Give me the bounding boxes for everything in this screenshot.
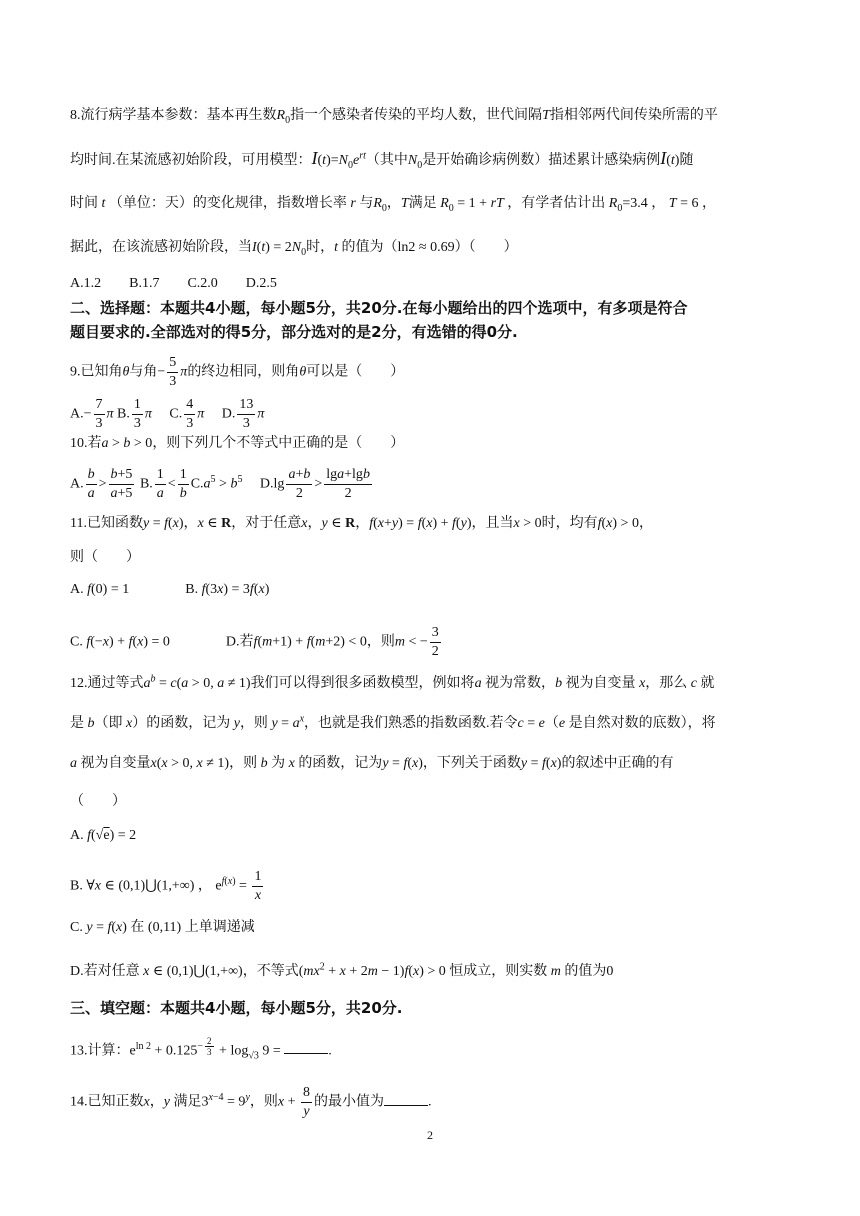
text: 视为自变量 [565, 676, 636, 691]
text: 随 [679, 153, 694, 168]
text: 的最小值为 [314, 1094, 385, 1110]
q11-options-ab: A. f(0) = 1 B. f(3x) = 3f(x) [70, 582, 270, 597]
text: D.若 [225, 634, 254, 650]
text: （即 [94, 716, 123, 731]
text: D.若对任意 [70, 964, 140, 979]
text: 的值为（ [341, 240, 398, 255]
text: 的函数，记为 [298, 756, 383, 771]
q9-stem: 9.已知角θ与角− $\frac{5}{3}$ π的终边相同，则角θ可以是（ ） [70, 355, 405, 389]
section-3-heading: 三、填空题：本题共4小题，每小题5分，共20分. [70, 999, 403, 1017]
text: 是开始确诊病例数）描述累计感染病例 [422, 153, 661, 168]
text: 视为自变量 [80, 756, 151, 771]
text: 10.若 [70, 436, 102, 451]
q8-line-4: 据此，在该流感初始阶段，当$I(t) = 2N_0$时，t 的值为（ln2 ≈ 0.69）（ ） [70, 240, 518, 258]
text: 的终边相同，则角 [187, 364, 300, 380]
q12-line-1: 12.通过等式$a^b = c(a > 0$, a ≠ 1)我们可以得到很多函数模型，例如将a 视为常数，b 视为自变量 x，那么 c 就 [70, 673, 715, 691]
q12-option-a: A. f(√e) = 2 [70, 828, 137, 843]
text: 上单调递减 [184, 920, 255, 935]
text: ，且当 [471, 516, 514, 531]
text: 的值为0 [564, 964, 614, 979]
text: ）（ ） [454, 240, 518, 255]
text: 9.已知角 [70, 364, 123, 380]
text: 是自然对数的底数），将 [568, 716, 716, 731]
text: 时，均有 [541, 516, 598, 531]
text: ，则 [366, 634, 395, 650]
page-number: 2 [427, 1128, 433, 1142]
text: ， [307, 516, 322, 531]
section-2-heading-cont: 题目要求的.全部选对的得5分，部分选对的是2分，有选错的得0分. [70, 323, 518, 341]
text: 指一个感染者传染的平均人数，世代间隔 [290, 108, 543, 123]
text: 视为常数， [485, 676, 556, 691]
text: 满足 [408, 196, 437, 211]
q11-options-cd: C. f(−x) + f(x) = 0 D.若f(m+1) + f(m+2) < 0，则m < − $\frac{3}{2}$ [70, 625, 439, 659]
text: 13.计算： [70, 1043, 130, 1059]
q12-line-2: 是 b（即 x）的函数，记为 y，则 $y = a^x$，也就是我们熟悉的指数函数.若令c = e（e 是自然对数的底数），将 [70, 713, 716, 731]
q12-option-d: D.若对任意 x ∈ (0,1)⋃(1,+∞)，不等式$(mx^2 + x + 2m - 1)f(x) > 0$ 恒成立，则实数 m 的值为0 [70, 961, 614, 979]
text: 14.已知正数 [70, 1094, 144, 1110]
q10-stem: 10.若a > b > 0，则下列几个不等式中正确的是（ ） [70, 436, 405, 451]
q8-line-1: 8.流行病学基本参数：基本再生数$R_0$指一个感染者传染的平均人数，世代间隔T指相邻两代间传染所需的平 [70, 108, 718, 126]
q14: 14.已知正数x，y 满足$3^{x-4} = 9^y$，则x + $\frac{8}{y}$ 的最小值为 . [70, 1085, 432, 1119]
section-2-heading: 二、选择题：本题共4小题，每小题5分，共20分.在每小题给出的四个选项中，有多项是符合 [70, 299, 688, 317]
text: 指相邻两代间传染所需的平 [549, 108, 718, 123]
text: 据此，在该流感初始阶段，当 [70, 240, 252, 255]
text: 就 [700, 676, 715, 691]
answer-blank[interactable] [284, 1039, 328, 1054]
answer-blank[interactable] [384, 1091, 428, 1106]
text: ，对于任意 [231, 516, 302, 531]
text: ，那么 [645, 676, 688, 691]
text: ， [386, 196, 401, 211]
text: 是 [70, 716, 84, 731]
text: 8.流行病学基本参数：基本再生数 [70, 108, 277, 123]
text: 11.已知函数 [70, 516, 143, 531]
text: 为 [271, 756, 286, 771]
text: 的叙述中正确的有 [561, 756, 674, 771]
q8-line-2: 均时间.在某流感初始阶段，可用模型：$I(t)=N_0e^{rt}$（其中$N_0$是开始确诊病例数）描述累计感染病例I(t)随 [70, 148, 694, 171]
text: ，不等式 [242, 964, 299, 979]
text: 满足 [173, 1094, 202, 1110]
q12-paren: （ ） [70, 794, 126, 809]
text: ，也就是我们熟悉的指数函数.若令 [304, 716, 518, 731]
q10-options: A. $\frac{b}{a}$ > $\frac{b+5}{a+5}$ B. $\frac{1}{a}$ < $\frac{1}{b}$ $C.a^5 > b^5$ D.lg $\frac{a+b}{2}$ > $\frac{\lg a+\lg b}{2}$ [70, 467, 370, 501]
text: 恒成立，则实数 [449, 964, 548, 979]
text: 均时间.在某流感初始阶段，可用模型： [70, 153, 312, 168]
text: 12.通过等式 [70, 676, 144, 691]
q8-options: A.1.2 B.1.7 C.2.0 D.2.5 [70, 276, 277, 291]
text: ，有学者估计出 [507, 196, 606, 211]
q13: 13.计算：$e^{ln 2} + 0.125^{- \frac{2}{3}}$ + $\log_{√3} 9$ = . [70, 1036, 332, 1062]
q8-line-3: 时间 t （单位：天）的变化规律，指数增长率 r 与$R_0$，T满足 $R_0 = 1$ + rT ，有学者估计出 $R_0=3.4$ ， T = 6 ， [70, 196, 716, 214]
text: 与 [359, 196, 374, 211]
text: 时， [306, 240, 335, 255]
text: 可以是（ ） [306, 364, 405, 380]
text: 时间 [70, 196, 98, 211]
text: 与角 [129, 364, 158, 380]
text: ）的函数，记为 [132, 716, 231, 731]
q12-option-c: C. y = f(x) 在 (0,11) 上单调递减 [70, 920, 255, 935]
q11-stem: 11.已知函数y = f(x)，x ∈ R，对于任意x，y ∈ R，f(x+y) = f(x) + f(y)，且当x > 0时，均有f(x) > 0， [70, 516, 653, 531]
q12-line-3: a 视为自变量x(x > 0, x ≠ 1)，则 b 为 x 的函数，记为y = f(x)，下列关于函数y = f(x)的叙述中正确的有 [70, 756, 674, 771]
text: ，则 [239, 716, 268, 731]
text: ， [638, 516, 653, 531]
text: ，下列关于函数 [422, 756, 521, 771]
text: （ [544, 716, 559, 731]
text: （单位：天）的变化规律，指数增长率 [108, 196, 347, 211]
text: ， [651, 196, 666, 211]
text: ，则 [249, 1094, 278, 1110]
text: ，则下列几个不等式中正确的是（ ） [152, 436, 405, 451]
text: ，则 [229, 756, 258, 771]
text: （其中 [365, 153, 408, 168]
q9-options: A.− $\frac{7}{3}$ π B. $\frac{1}{3}$ π C. $\frac{4}{3}$ π D. $\frac{13}{3}$ π [70, 397, 265, 431]
q11-then: 则（ ） [70, 550, 140, 565]
q12-option-b: B. ∀x ∈ (0,1)⋃(1,+∞) ， $e^{f(x)}$ = $\frac{1}{x}$ [70, 869, 262, 903]
text: 我们可以得到很多函数模型，例如将 [250, 676, 475, 691]
